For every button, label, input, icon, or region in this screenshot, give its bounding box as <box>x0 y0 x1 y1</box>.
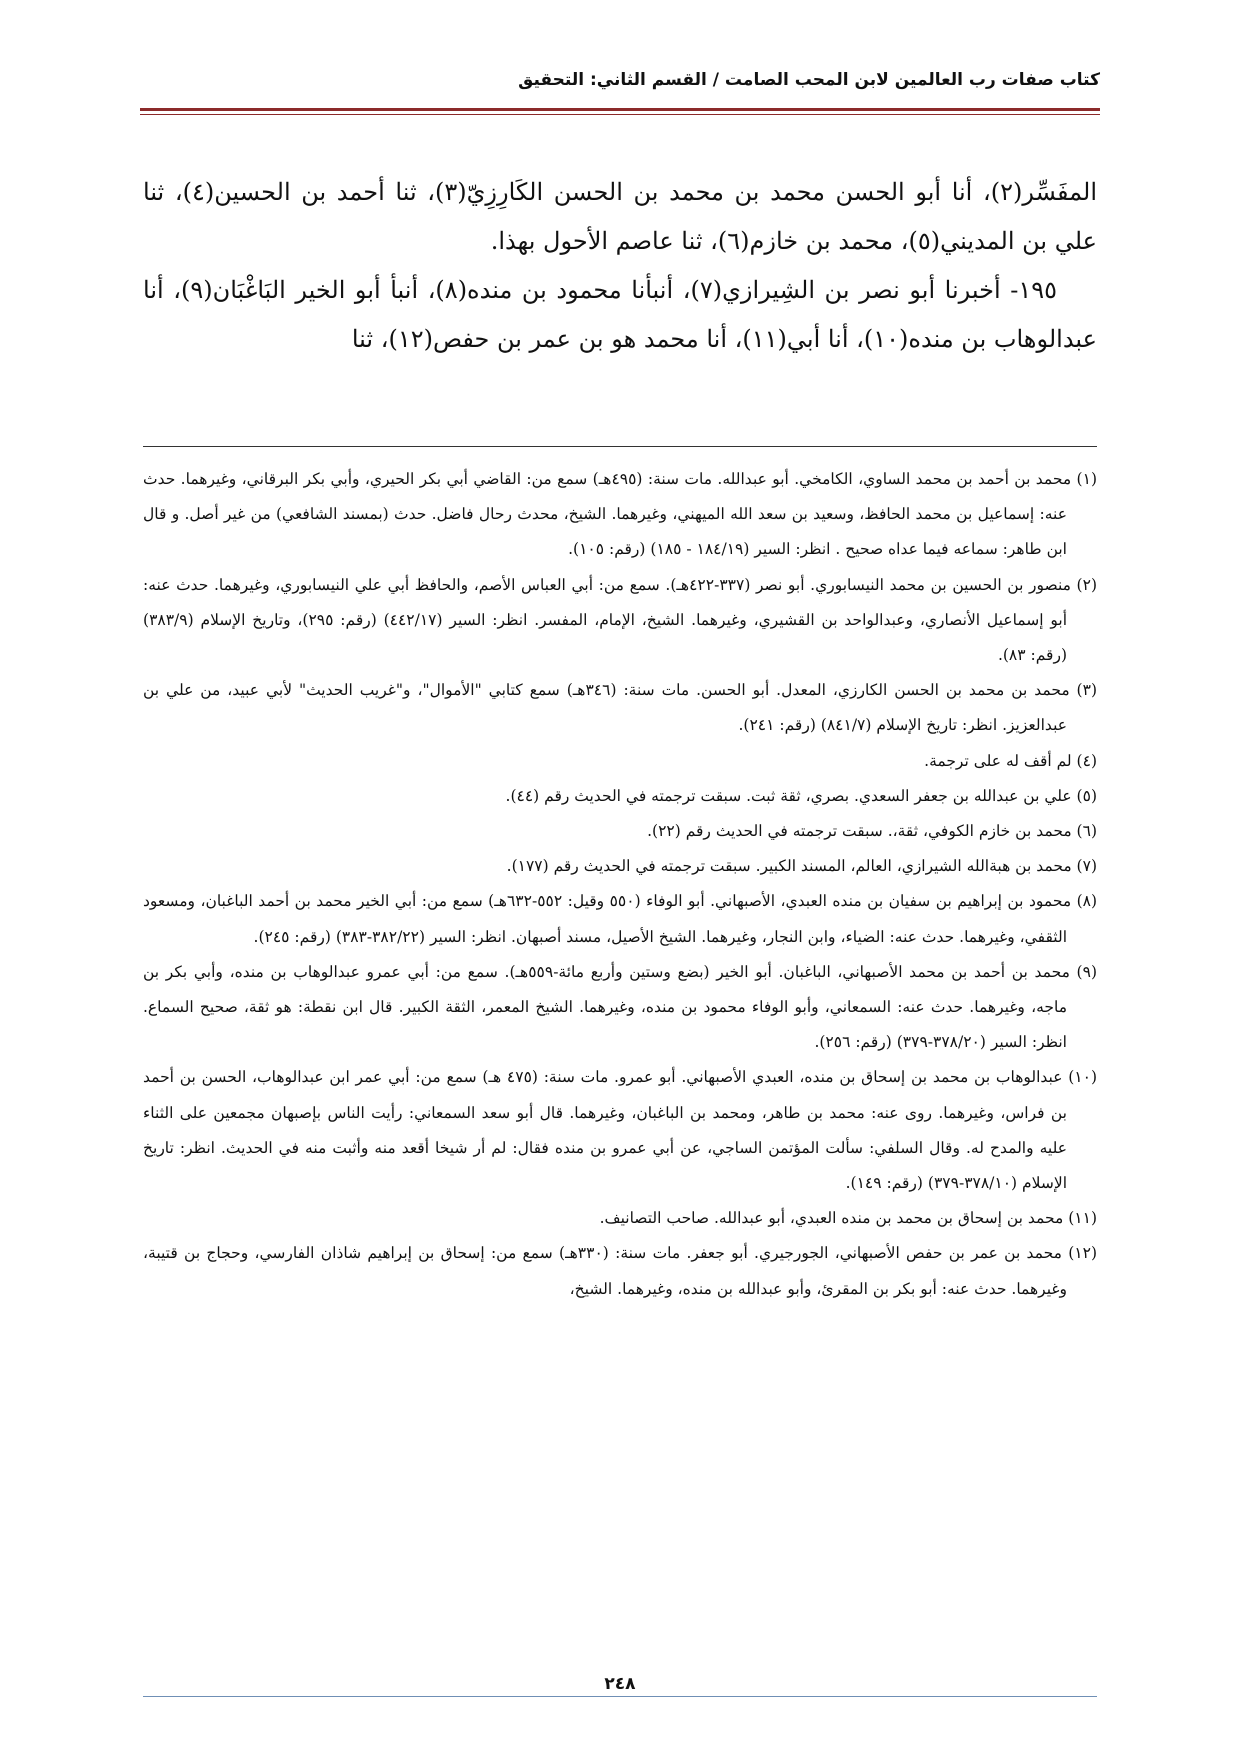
footnote-11: (١١) محمد بن إسحاق بن محمد بن منده العبدي، أبو عبدالله. صاحب التصانيف. <box>599 1209 1097 1228</box>
footnote-8: (٨) محمود بن إبراهيم بن سفيان بن منده العبدي، الأصبهاني. أبو الوفاء (٥٥٠ وقيل: ٥٥٢-٦٣٢هـ) سمع من: أبي الخير محمد بن أحمد الباغبان، ومسعود الثقفي، وغيرهما. حدث عنه: الضياء، وابن النجار، وغيرهما. الشيخ الأصيل، مسند أصبهان. انظر: السير (٣٨٢/٢٢-٣٨٣) (رقم: ٢٤٥). <box>143 892 1098 946</box>
footnote-10: (١٠) عبدالوهاب بن محمد بن إسحاق بن منده، العبدي الأصبهاني. أبو عمرو. مات سنة: (٤٧٥ هـ) سمع من: أبي عمر ابن عبدالوهاب، الحسن بن أحمد بن فراس، وغيرهما. روى عنه: محمد بن طاهر، ومحمد بن الباغبان، وغيرهما. قال أبو سعد السمعاني: رأيت الناس بإصبهان مجمعين على الثناء عليه والمدح له. وقال السلفي: سألت المؤتمن الساجي، عن أبي عمرو بن منده فقال: لم أر شيخا أقعد منه وأثبت منه في الحديث. انظر: تاريخ الإسلام (٣٧٨/١٠-٣٧٩) (رقم: ١٤٩). <box>143 1068 1097 1193</box>
footnote-5: (٥) علي بن عبدالله بن جعفر السعدي. بصري، ثقة ثبت. سبقت ترجمته في الحديث رقم (٤٤). <box>505 786 1097 805</box>
footnote-2: (٢) منصور بن الحسين بن محمد النيسابوري. أبو نصر (٣٣٧-٤٢٢هـ). سمع من: أبي العباس الأصم، والحافظ أبي علي النيسابوري، وغيرهما. حدث عنه: أبو إسماعيل الأنصاري، وعبدالواحد بن القشيري، وغيرهما. الشيخ، الإمام، المفسر. انظر: السير (٤٤٢/١٧) (رقم: ٢٩٥)، وتاريخ الإسلام (٣٨٣/٩) (رقم: ٨٣). <box>143 575 1097 665</box>
footnote-6: (٦) محمد بن خازم الكوفي، ثقة،. سبقت ترجمته في الحديث رقم (٢٢). <box>647 822 1097 841</box>
main-paragraph-hadith-195: ١٩٥- أخبرنا أبو نصر بن الشِيرازي(٧)، أنبأنا محمود بن منده(٨)، أنبأ أبو الخير البَاغْبَان(٩)، أنا عبدالوهاب بن منده(١٠)، أنا أبي(١١)، أنا محمد هو بن عمر بن حفص(١٢)، ثنا <box>143 276 1097 353</box>
footnote-1: (١) محمد بن أحمد بن محمد الساوي، الكامخي. أبو عبدالله. مات سنة: (٤٩٥هـ) سمع من: القاضي أبي بكر الحيري، وأبي بكر البرقاني، وغيرهما. حدث عنه: إسماعيل بن محمد الحافظ، وسعيد بن سعد الله الميهني، وغيرهما. الشيخ، محدث رحال فاضل. حدث (بمسند الشافعي) من غير أصل. و قال ابن طاهر: سماعه فيما عداه صحيح . انظر: السير (١٨٤/١٩ - ١٨٥) (رقم: ١٠٥). <box>143 470 1097 559</box>
footnote-4: (٤) لم أقف له على ترجمة. <box>924 751 1097 770</box>
header-rule <box>140 108 1100 111</box>
page-number-wrapper <box>0 1674 1240 1694</box>
running-header: كتاب صفات رب العالمين لابن المحب الصامت / القسم الثاني: التحقيق <box>518 70 1100 90</box>
footnotes <box>143 462 1097 1307</box>
footnote-9: (٩) محمد بن أحمد بن محمد الأصبهاني، الباغبان. أبو الخير (بضع وستين وأربع مائة-٥٥٩هـ). سمع من: أبي عمرو عبدالوهاب بن منده، وأبي بكر بن ماجه، وغيرهما. حدث عنه: السمعاني، وأبو الوفاء محمود بن منده، وغيرهما. الشيخ المعمر، الثقة الكبير. قال ابن نقطة: هو ثقة، صحيح السماع. انظر: السير (٣٧٨/٢٠-٣٧٩) (رقم: ٢٥٦). <box>143 962 1097 1052</box>
footer-rule <box>143 1696 1097 1697</box>
footnote-3: (٣) محمد بن محمد بن الحسن الكارزي، المعدل. أبو الحسن. مات سنة: (٣٤٦هـ) سمع كتابي "الأموال"، و"غريب الحديث" لأبي عبيد، من علي بن عبدالعزيز. انظر: تاريخ الإسلام (٨٤١/٧) (رقم: ٢٤١). <box>143 681 1097 735</box>
page-number: ٢٤٨ <box>586 1674 653 1694</box>
main-text <box>143 168 1097 364</box>
footnote-separator <box>143 446 1097 447</box>
main-paragraph: المفَسِّر(٢)، أنا أبو الحسن محمد بن محمد بن الحسن الكَارِزِيّ(٣)، ثنا أحمد بن الحسين(٤)، ثنا علي بن المديني(٥)، محمد بن خازم(٦)، ثنا عاصم الأحول بهذا. <box>143 178 1097 255</box>
header-rule-thin <box>140 114 1100 115</box>
footnote-12: (١٢) محمد بن عمر بن حفص الأصبهاني، الجورجيري. أبو جعفر. مات سنة: (٣٣٠هـ) سمع من: إسحاق بن إبراهيم شاذان الفارسي، وحجاج بن قتيبة، وغيرهما. حدث عنه: أبو بكر بن المقرئ، وأبو عبدالله بن منده، وغيرهما. الشيخ، <box>143 1244 1097 1298</box>
footnote-7: (٧) محمد بن هبةالله الشيرازي، العالم، المسند الكبير. سبقت ترجمته في الحديث رقم (١٧٧). <box>506 857 1097 876</box>
